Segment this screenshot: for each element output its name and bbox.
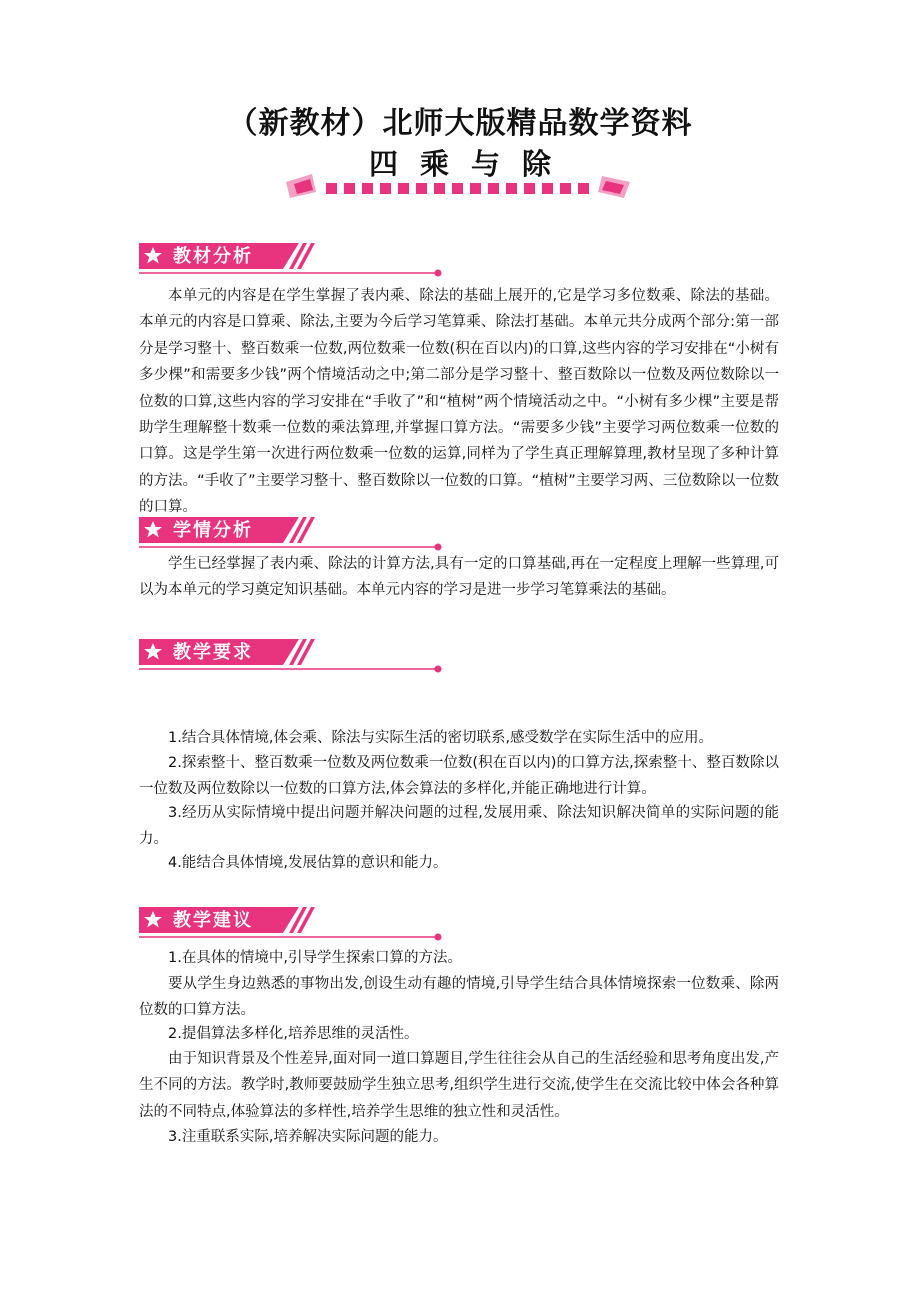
list-item: 3.经历从实际情境中提出问题并解决问题的过程,发展用乘、除法知识解决简单的实际问题的能力。 bbox=[139, 805, 779, 848]
section-heading: 教学要求 bbox=[173, 642, 253, 663]
list-item: 4.能结合具体情境,发展估算的意识和能力。 bbox=[168, 855, 448, 871]
unit-title: 四乘与除 bbox=[368, 147, 573, 181]
paragraph: 由于知识背景及个性差异,面对同一道口算题目,学生往往会从自己的生活经验和思考角度出发,产生不同的方法。教学时,教师要鼓励学生独立思考,组织学生进行交流,使学生在交流比较中体会各种算法的不同特点,体验算法的多样性,培养学生思维的独立性和灵活性。 bbox=[139, 1051, 779, 1120]
paragraph: 学生已经掌握了表内乘、除法的计算方法,具有一定的口算基础,再在一定程度上理解一些算理,可以为本单元的学习奠定知识基础。本单元内容的学习是进一步学习笔算乘法的基础。 bbox=[139, 556, 779, 599]
paragraph: 3.注重联系实际,培养解决实际问题的能力。 bbox=[168, 1129, 448, 1145]
section-heading: 教材分析 bbox=[173, 246, 253, 267]
title-decoration bbox=[280, 168, 640, 202]
paragraph: 要从学生身边熟悉的事物出发,创设生动有趣的情境,引导学生结合具体情境探索一位数乘、除两位数的口算方法。 bbox=[139, 976, 779, 1019]
section-heading: 学情分析 bbox=[173, 520, 253, 541]
paragraph: 2.提倡算法多样化,培养思维的灵活性。 bbox=[168, 1026, 419, 1042]
section-heading: 教学建议 bbox=[173, 910, 253, 931]
list-item: 1.结合具体情境,体会乘、除法与实际生活的密切联系,感受数学在实际生活中的应用。 bbox=[168, 730, 714, 746]
list-item: 2.探索整十、整百数乘一位数及两位数乘一位数(积在百以内)的口算方法,探索整十、整百数除以一位数及两位数除以一位数的口算方法,体会算法的多样化,并能正确地进行计算。 bbox=[139, 755, 779, 798]
paragraph: 1.在具体的情境中,引导学生探索口算的方法。 bbox=[168, 950, 462, 966]
section-header-teaching-suggestions bbox=[139, 907, 449, 947]
document-title: （新教材）北师大版精品数学资料 bbox=[227, 106, 693, 141]
section-header-teaching-requirements bbox=[139, 639, 449, 679]
paragraph: 本单元的内容是在学生掌握了表内乘、除法的基础上展开的,它是学习多位数乘、除法的基础。本单元的内容是口算乘、除法,主要为今后学习笔算乘、除法打基础。本单元共分成两个部分:第一部分是学习整十、整百数乘一位数,两位数乘一位数(积在百以内)的口算,这些内容的学习安排在“小树有多少棵”和需要多少钱”两个情境活动之中;第二部分是学习整十、整百数除以一位数及两位数除以一位数的口算,这些内容的学习安排在“手收了”和“植树”两个情境活动之中。“小树有多少棵”主要是帮助学生理解整十数乘一位数的乘法算理,并掌握口算方法。“需要多少钱”主要学习两位数乘一位数的口算。这是学生第一次进行两位数乘一位数的运算,同样为了学生真正理解算理,教材呈现了多种计算的方法。“手收了”主要学习整十、整百数除以一位数的口算。“植树”主要学习两、三位数除以一位数的口算。 bbox=[139, 288, 779, 516]
section-header-textbook-analysis bbox=[139, 243, 449, 283]
